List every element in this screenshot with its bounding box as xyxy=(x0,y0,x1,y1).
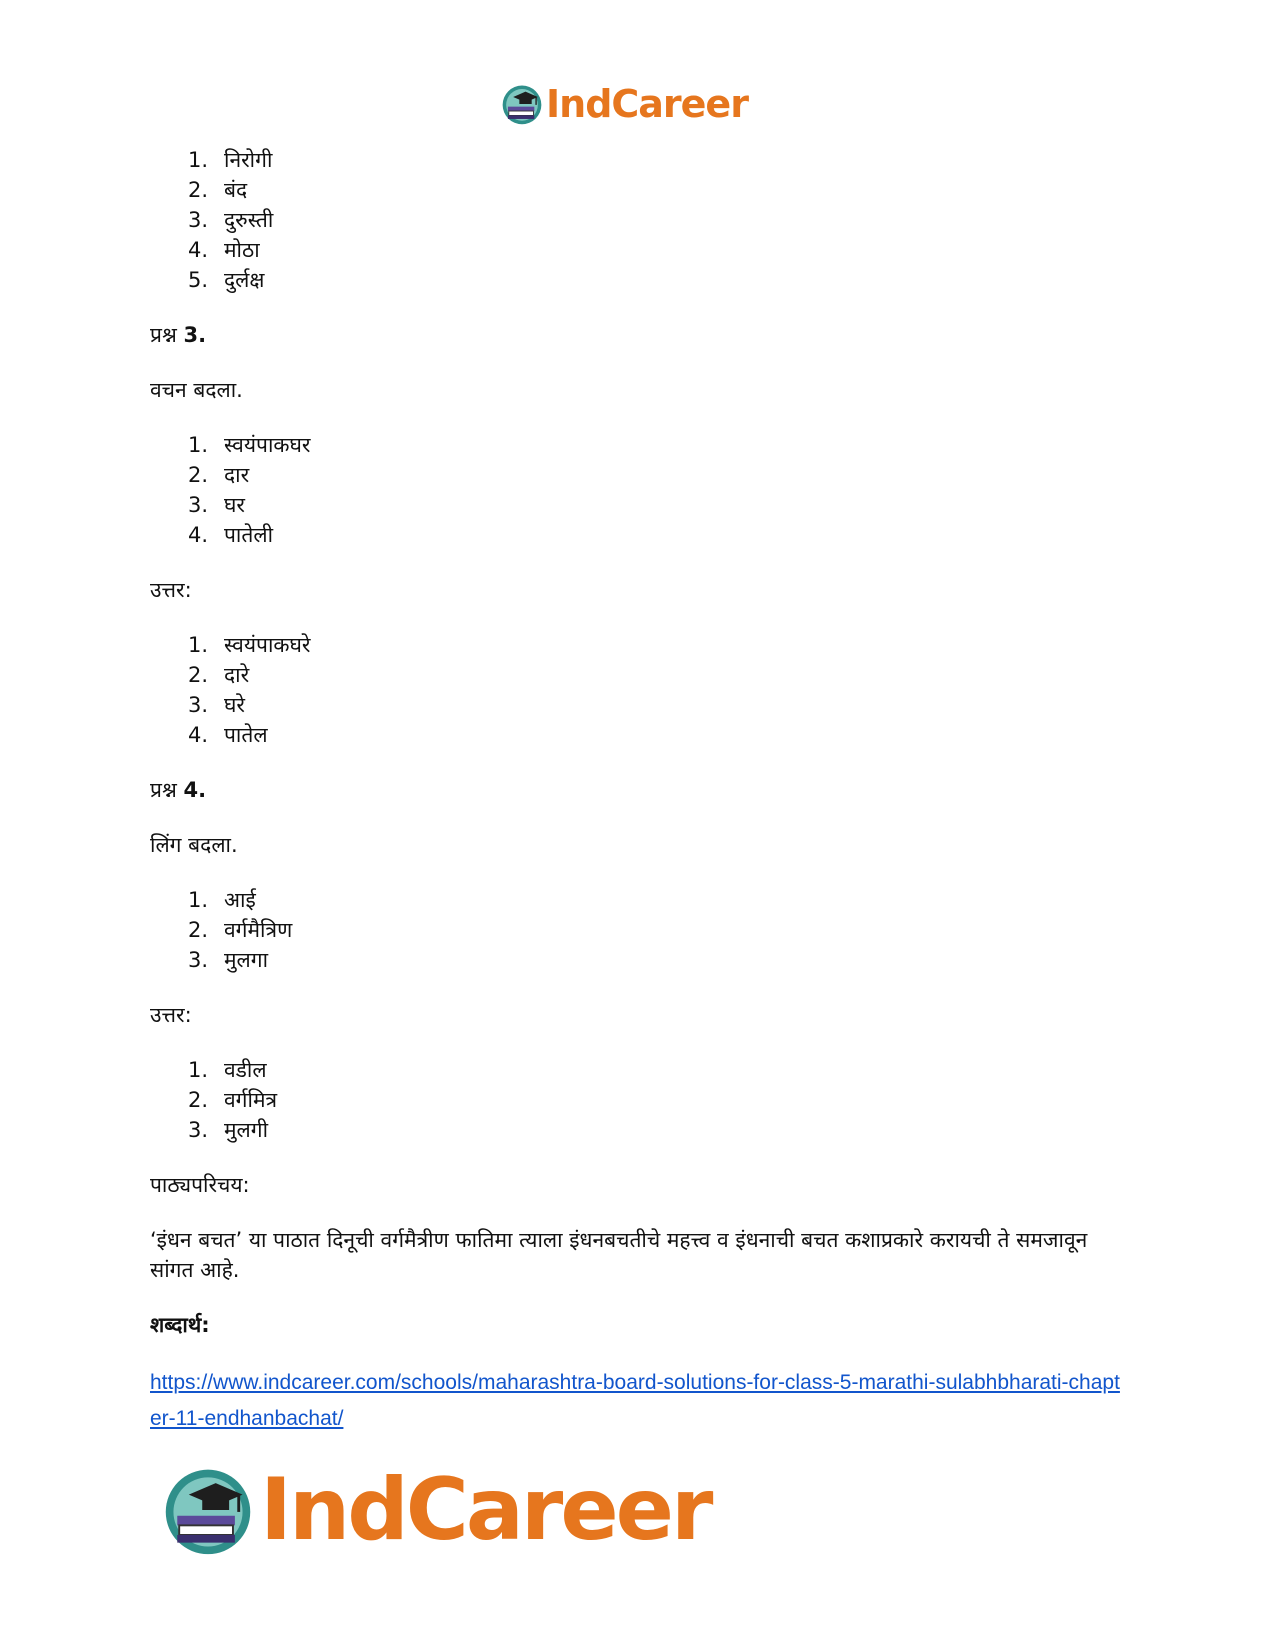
list-item: 1. वडील xyxy=(188,1058,267,1082)
question-4-heading: प्रश्न 4. xyxy=(150,778,207,802)
question-3-answers xyxy=(150,630,1130,750)
graduation-globe-icon xyxy=(160,1462,256,1558)
list-item: 1. स्वयंपाकघरे xyxy=(188,633,311,657)
list-item: 2. वर्गमैत्रिण xyxy=(188,918,293,942)
list-item: 1. निरोगी xyxy=(188,148,273,172)
question-3-items xyxy=(150,430,1130,550)
logo-text: IndCareer xyxy=(546,82,748,126)
list-item: 4. पातेली xyxy=(188,523,274,547)
list-item: 4. मोठा xyxy=(188,238,260,262)
header-logo xyxy=(500,80,748,128)
question-4-items xyxy=(150,885,1130,975)
list-item: 4. पातेल xyxy=(188,723,268,747)
graduation-globe-icon xyxy=(500,82,544,126)
question-4-answer-label: उत्तर: xyxy=(150,1003,192,1027)
list-item: 5. दुर्लक्ष xyxy=(188,268,265,292)
list-item: 3. मुलगी xyxy=(188,1118,269,1142)
list-item: 2. वर्गमित्र xyxy=(188,1088,278,1112)
list-item: 1. आई xyxy=(188,888,256,912)
list-item: 1. स्वयंपाकघर xyxy=(188,433,311,457)
intro-text: ‘इंधन बचत’ या पाठात दिनूची वर्गमैत्रीण फातिमा त्याला इंधनबचतीचे महत्त्व व इंधनाची बचत कशाप्रकारे करायची ते समजावून सांगत आहे. xyxy=(150,1228,1088,1282)
word-list-1 xyxy=(150,145,1130,295)
list-item: 3. घरे xyxy=(188,693,245,717)
list-item: 3. दुरुस्ती xyxy=(188,208,274,232)
question-4-instruction: लिंग बदला. xyxy=(150,833,238,857)
list-item: 3. घर xyxy=(188,493,245,517)
list-item: 2. दार xyxy=(188,463,250,487)
question-3-heading: प्रश्न 3. xyxy=(150,323,207,347)
document-body xyxy=(150,145,1130,1437)
list-item: 2. बंद xyxy=(188,178,248,202)
list-item: 3. मुलगा xyxy=(188,948,269,972)
question-4-answers xyxy=(150,1055,1130,1145)
logo-text: IndCareer xyxy=(260,1460,711,1560)
question-3-answer-label: उत्तर: xyxy=(150,578,192,602)
list-item: 2. दारे xyxy=(188,663,250,687)
question-3-instruction: वचन बदला. xyxy=(150,378,243,402)
glossary-heading: शब्दार्थ: xyxy=(150,1313,210,1337)
intro-heading: पाठ्यपरिचय: xyxy=(150,1173,250,1197)
source-link[interactable]: https://www.indcareer.com/schools/maharashtra-board-solutions-for-class-5-marathi-sulabhbharati-chapter-11-endhanbachat/ xyxy=(150,1371,1120,1430)
footer-logo xyxy=(160,1460,710,1560)
